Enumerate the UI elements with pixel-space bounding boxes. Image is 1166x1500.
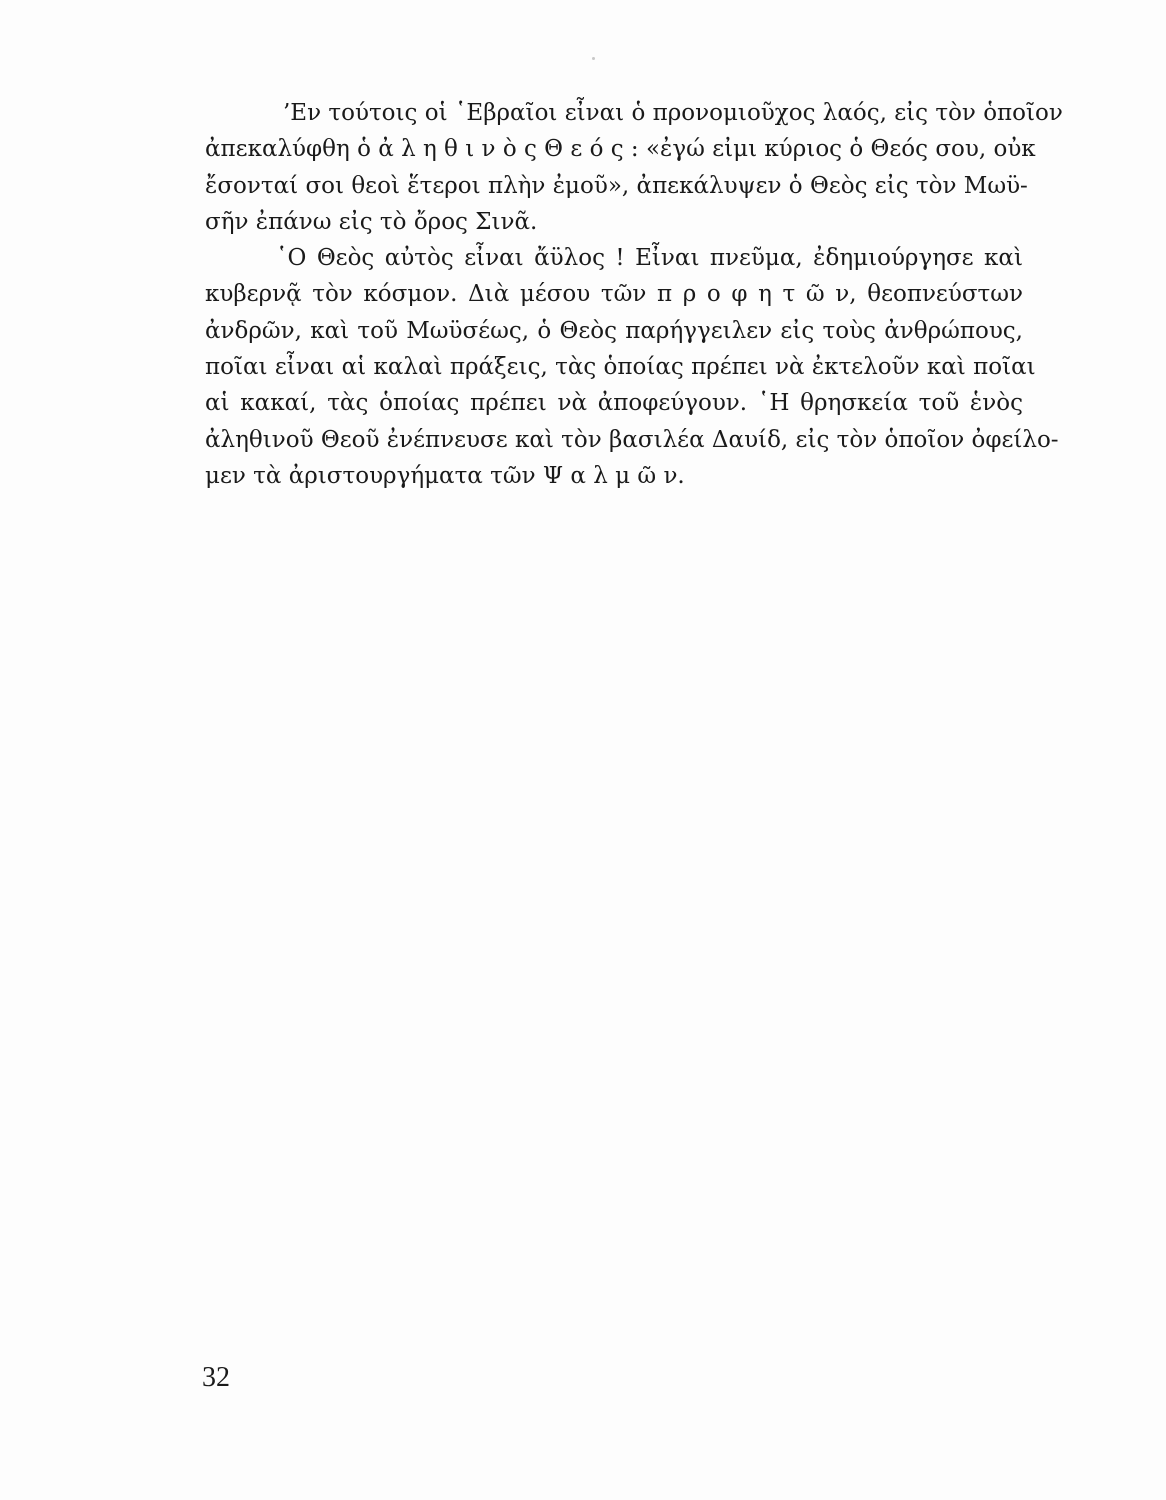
text-line: ἔσονταί σοι θεοὶ ἕτεροι πλὴν ἐμοῦ», ἀπεκάλυψεν ὁ Θεὸς εἰς τὸν Μωϋ- <box>205 172 1028 199</box>
paragraph-1 <box>205 95 1063 240</box>
text-line: ἀπεκαλύφθη ὁ ἀ λ η θ ι ν ὸ ς Θ ε ό ς : «ἐγώ εἰμι κύριος ὁ Θεός σου, οὐκ <box>205 136 1036 163</box>
text-line: μεν τὰ ἀριστουργήματα τῶν Ψ α λ μ ῶ ν. <box>205 462 685 489</box>
text-line: σῆν ἐπάνω εἰς τὸ ὄρος Σινᾶ. <box>205 208 538 235</box>
text-line: κυβερνᾷ τὸν κόσμον. Διὰ μέσου τῶν π ρ ο φ η τ ῶ ν, θεοπνεύστων <box>205 281 1023 308</box>
text-line: ’Εν τούτοις οἱ ῾Εβραῖοι εἶναι ὁ προνομιοῦχος λαός, εἰς τὸν ὁποῖον <box>283 100 1063 126</box>
text-line: ῾Ο Θεὸς αὐτὸς εἶναι ἄϋλος ! Εἶναι πνεῦμα, ἐδημιούργησε καὶ <box>276 245 1023 272</box>
page-number: 32 <box>202 1362 230 1393</box>
text-line: αἱ κακαί, τὰς ὁποίας πρέπει νὰ ἀποφεύγουν. ῾Η θρησκεία τοῦ ἑνὸς <box>205 390 1023 417</box>
print-speck <box>592 57 595 60</box>
text-line: ἀληθινοῦ Θεοῦ ἐνέπνευσε καὶ τὸν βασιλέα Δαυίδ, εἰς τὸν ὁποῖον ὀφείλο- <box>205 426 1059 453</box>
text-line: ποῖαι εἶναι αἱ καλαὶ πράξεις, τὰς ὁποίας πρέπει νὰ ἐκτελοῦν καὶ ποῖαι <box>205 354 1036 381</box>
paragraph-2 <box>205 240 1059 494</box>
text-line: ἀνδρῶν, καὶ τοῦ Μωϋσέως, ὁ Θεὸς παρήγγειλεν εἰς τοὺς ἀνθρώπους, <box>205 317 1023 344</box>
body-text <box>205 95 1063 494</box>
